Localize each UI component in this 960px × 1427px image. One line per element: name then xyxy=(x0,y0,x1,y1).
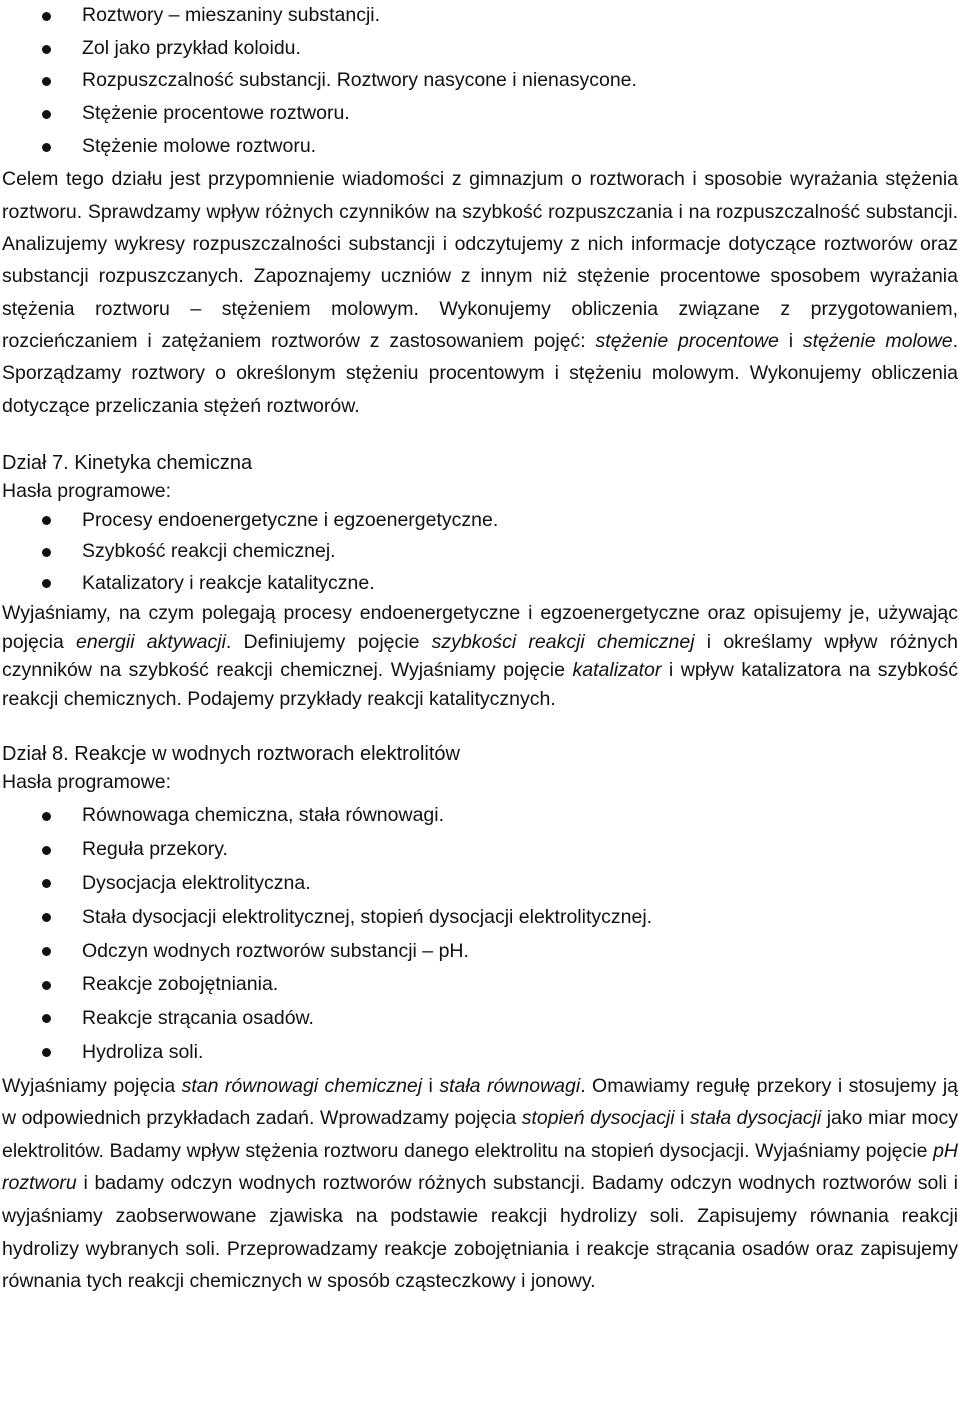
list-item: Rozpuszczalność substancji. Roztwory nasycone i nienasycone. xyxy=(2,65,958,98)
program-topics-label: Hasła programowe: xyxy=(2,771,172,794)
bullet-icon xyxy=(42,947,51,956)
section-paragraph: Wyjaśniamy, na czym polegają procesy endoenergetyczne i egzoenergetyczne oraz opisujemy je, używając pojęcia energii aktywacji. Definiujemy pojęcie szybkości reakcji chemicznej i określamy wpływ różnych czynników na szybkość reakcji chemicznej. Wyjaśniamy pojęcie katalizator i wpływ katalizatora na szybkość reakcji chemicznych. Podajemy przykłady reakcji katalitycznych. xyxy=(2,602,959,710)
bullet-icon xyxy=(42,143,51,152)
bullet-icon xyxy=(42,579,51,588)
list-item: Reguła przekory. xyxy=(2,833,958,867)
list-item: Roztwory – mieszaniny substancji. xyxy=(2,0,958,33)
bullet-icon xyxy=(42,846,51,855)
list-item: Równowaga chemiczna, stała równowagi. xyxy=(2,799,958,833)
bullet-icon xyxy=(42,110,51,119)
topic-list xyxy=(2,505,958,600)
list-item: Zol jako przykład koloidu. xyxy=(2,33,958,66)
list-item: Odczyn wodnych roztworów substancji – pH. xyxy=(2,935,958,969)
program-topics-label: Hasła programowe: xyxy=(2,479,172,502)
bullet-icon xyxy=(42,1048,51,1057)
list-item: Dysocjacja elektrolityczna. xyxy=(2,867,958,901)
topic-list xyxy=(2,0,958,163)
bullet-icon xyxy=(42,45,51,54)
bullet-icon xyxy=(42,1014,51,1023)
list-item: Szybkość reakcji chemicznej. xyxy=(2,536,958,568)
list-item: Stała dysocjacji elektrolitycznej, stopień dysocjacji elektrolitycznej. xyxy=(2,901,958,935)
bullet-icon xyxy=(42,12,51,21)
section-paragraph: Wyjaśniamy pojęcia stan równowagi chemicznej i stała równowagi. Omawiamy regułę przekory i stosujemy ją w odpowiednich przykładach zadań. Wprowadzamy pojęcia stopień dysocjacji i stała dysocjacji jako miar mocy elektrolitów. Badamy wpływ stężenia roztworu danego elektrolitu na stopień dysocjacji. Wyjaśniamy pojęcie pH roztworu i badamy odczyn wodnych roztworów różnych substancji. Badamy odczyn wodnych roztworów soli i wyjaśniamy zaobserwowane zjawiska na podstawie reakcji hydrolizy soli. Zapisujemy równania reakcji hydrolizy wybranych soli. Przeprowadzamy reakcje zobojętniania i reakcje strącania osadów oraz zapisujemy równania tych reakcji chemicznych w sposób cząsteczkowy i jonowy. xyxy=(2,1074,959,1293)
bullet-icon xyxy=(42,981,51,990)
bullet-icon xyxy=(42,77,51,86)
list-item: Procesy endoenergetyczne i egzoenergetyczne. xyxy=(2,505,958,537)
list-item: Hydroliza soli. xyxy=(2,1036,958,1070)
list-item: Stężenie procentowe roztworu. xyxy=(2,98,958,131)
list-item: Reakcje zobojętniania. xyxy=(2,968,958,1002)
list-item: Katalizatory i reakcje katalityczne. xyxy=(2,568,958,600)
bullet-icon xyxy=(42,548,51,557)
section-paragraph: Celem tego działu jest przypomnienie wiadomości z gimnazjum o roztworach i sposobie wyrażania stężenia roztworu. Sprawdzamy wpływ różnych czynników na szybkość rozpuszczania i na rozpuszczalność substancji. Analizujemy wykresy rozpuszczalności substancji i odczytujemy z nich informacje dotyczące roztworów oraz substancji rozpuszczanych. Zapoznajemy uczniów z innym niż stężenie procentowe sposobem wyrażania stężenia roztworu – stężeniem molowym. Wykonujemy obliczenia związane z przygotowaniem, rozcieńczaniem i zatężaniem roztworów z zastosowaniem pojęć: stężenie procentowe i stężenie molowe. Sporządzamy roztwory o określonym stężeniu procentowym i stężeniu molowym. Wykonujemy obliczenia dotyczące przeliczania stężeń roztworów. xyxy=(2,168,959,417)
topic-list xyxy=(2,799,958,1069)
list-item: Reakcje strącania osadów. xyxy=(2,1002,958,1036)
list-item: Stężenie molowe roztworu. xyxy=(2,131,958,164)
bullet-icon xyxy=(42,879,51,888)
section-heading-dzial-7: Dział 7. Kinetyka chemiczna xyxy=(2,451,253,474)
bullet-icon xyxy=(42,913,51,922)
bullet-icon xyxy=(42,516,51,525)
bullet-icon xyxy=(42,812,51,821)
section-heading-dzial-8: Dział 8. Reakcje w wodnych roztworach elektrolitów xyxy=(2,743,460,766)
